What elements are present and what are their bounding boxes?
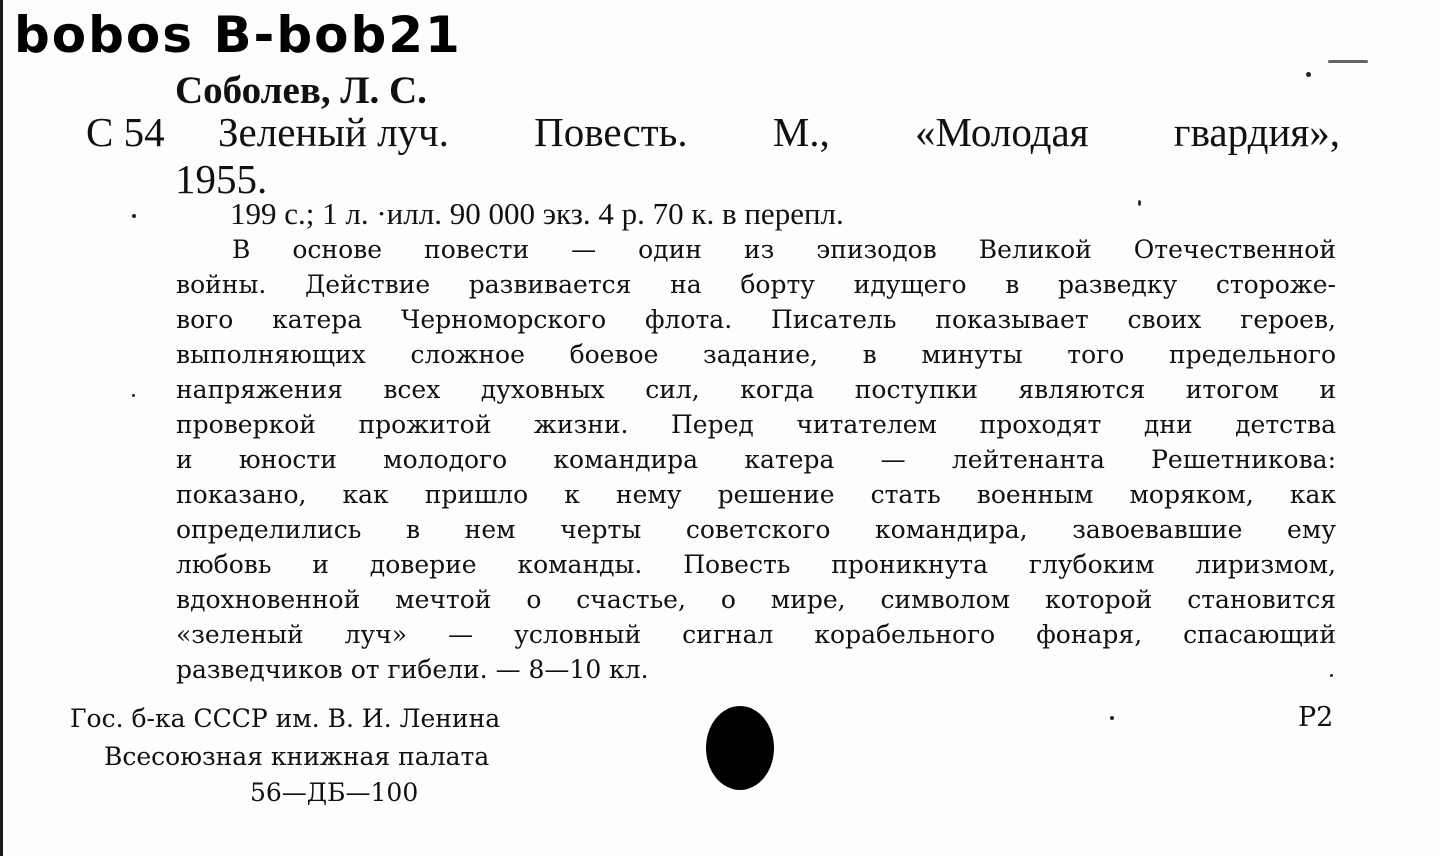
annotation-line: и юности молодого командира катера — лейтенанта Решетникова: (176, 445, 1336, 474)
card-left-border (0, 0, 3, 856)
annotation-line: В основе повести — один из эпизодов Великой Отечественной (232, 235, 1336, 264)
author-heading: Соболев, Л. С. (175, 69, 427, 112)
annotation-line: вдохновенной мечтой о счастье, о мире, символом которой становится (176, 585, 1336, 614)
scan-speck (1328, 60, 1368, 63)
annotation-line: проверкой прожитой жизни. Перед читателем проходят дни детства (176, 410, 1336, 439)
title-imprint-line (218, 108, 1340, 156)
scan-speck (132, 214, 136, 218)
annotation-line: напряжения всех духовных сил, когда поступки являются итогом и (176, 375, 1336, 404)
annotation-line: выполняющих сложное боевое задание, в минуты того предельного (176, 340, 1336, 369)
annotation-line: вого катера Черноморского флота. Писатель показывает своих героев, (176, 305, 1336, 334)
annotation (176, 232, 1336, 687)
publication-year: 1955. (175, 156, 268, 202)
card-number: 56—ДБ—100 (250, 778, 419, 807)
title-part: М., (772, 109, 830, 155)
book-chamber: Всесоюзная книжная палата (104, 742, 490, 771)
scan-speck (1138, 200, 1141, 206)
title-part: гвардия», (1173, 109, 1340, 155)
title-part: «Молодая (915, 109, 1089, 155)
handwritten-shelf-mark: bobos B-bob21 (14, 6, 462, 64)
annotation-line: показано, как пришло к нему решение стать военным моряком, как (176, 480, 1336, 509)
classification-index: Р2 (1298, 702, 1334, 733)
call-number: С 54 (86, 109, 165, 155)
library-name: Гос. б-ка СССР им. В. И. Ленина (70, 704, 501, 733)
title-part: Зеленый луч. (218, 109, 449, 155)
scan-speck (1330, 674, 1333, 677)
scan-speck (1110, 716, 1114, 720)
title-part: Повесть. (534, 109, 688, 155)
annotation-line: войны. Действие развивается на борту идущего в разведку стороже- (176, 270, 1336, 299)
scan-speck (1306, 72, 1311, 77)
physical-description: 199 с.; 1 л. ·илл. 90 000 экз. 4 р. 70 к. в перепл. (230, 196, 844, 231)
punch-hole (706, 706, 774, 790)
annotation-line: определились в нем черты советского командира, завоевавшие ему (176, 515, 1336, 544)
scan-speck (132, 394, 135, 397)
annotation-line: разведчиков от гибели. — 8—10 кл. (176, 655, 649, 684)
annotation-line: любовь и доверие команды. Повесть проникнута глубоким лиризмом, (176, 550, 1336, 579)
annotation-line: «зеленый луч» — условный сигнал корабельного фонаря, спасающий (176, 620, 1336, 649)
